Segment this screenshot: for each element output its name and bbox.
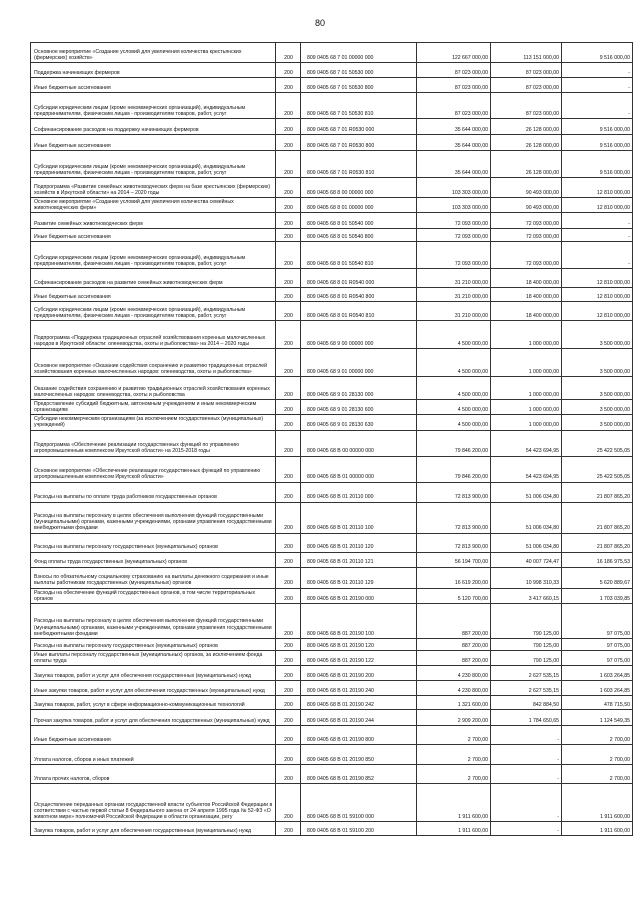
table-row [31, 482, 633, 502]
row-name-cell: Иные бюджетные ассигнования [31, 135, 276, 151]
row-kbk-cell: 809 0405 68 В 01 20110 000 [301, 482, 417, 502]
row-kbk-cell: 809 0405 68 9 00 00000 000 [301, 321, 417, 349]
row-code-cell: 200 [276, 415, 301, 430]
table-row [31, 783, 633, 821]
budget-table [30, 42, 633, 836]
row-executed-cell: 26 128 000,00 [491, 135, 562, 151]
row-name-cell: Уплата прочих налогов, сборов [31, 764, 276, 783]
row-approved-cell: 2 700,00 [417, 764, 491, 783]
row-name-cell: Софинансирование расходов на поддержку начинающих фермеров [31, 119, 276, 135]
row-name-cell: Основное мероприятие «Обеспечение реализации государственных функций по управлению агропромышленным комплексом Иркутской области» [31, 456, 276, 482]
table-row [31, 709, 633, 725]
table-row [31, 269, 633, 288]
row-kbk-cell: 809 0405 68 В 00 00000 000 [301, 430, 417, 456]
table-row [31, 744, 633, 764]
row-executed-cell: 18 400 000,00 [491, 269, 562, 288]
row-code-cell: 200 [276, 603, 301, 638]
row-remainder-cell: 12 810 000,00 [562, 198, 633, 213]
row-remainder-cell: - [562, 242, 633, 269]
table-row [31, 552, 633, 567]
row-kbk-cell: 809 0405 68 7 01 00000 000 [301, 43, 417, 63]
row-remainder-cell: 9 516 000,00 [562, 43, 633, 63]
row-approved-cell: 4 230 800,00 [417, 665, 491, 680]
row-code-cell: 200 [276, 377, 301, 400]
row-remainder-cell: 2 700,00 [562, 764, 633, 783]
row-kbk-cell: 809 0405 68 В 01 20190 200 [301, 665, 417, 680]
row-name-cell: Расходы на выплаты по оплате труда работников государственных органов [31, 482, 276, 502]
row-executed-cell: 51 006 034,80 [491, 482, 562, 502]
row-code-cell: 200 [276, 482, 301, 502]
row-kbk-cell: 809 0405 68 7 01 50530 000 [301, 63, 417, 78]
row-approved-cell: 79 846 200,00 [417, 456, 491, 482]
table-row [31, 198, 633, 213]
table-row [31, 213, 633, 229]
row-approved-cell: 35 644 000,00 [417, 119, 491, 135]
table-row [31, 63, 633, 78]
row-name-cell: Подпрограмма «Развитие семейных животноводческих ферм на базе крестьянских (фермерских) хозяйств в Иркутской области» на 2014 – 2020 годы [31, 178, 276, 198]
row-remainder-cell: 12 810 000,00 [562, 302, 633, 321]
row-executed-cell: 90 493 000,00 [491, 198, 562, 213]
row-approved-cell: 4 500 000,00 [417, 377, 491, 400]
row-name-cell: Уплата налогов, сборов и иных платежей [31, 744, 276, 764]
row-name-cell: Субсидии юридическим лицам (кроме некоммерческих организаций), индивидуальным предпринимателям, физическим лицам - производителям товаров, работ, услуг [31, 93, 276, 119]
row-name-cell: Развитие семейных животноводческих ферм [31, 213, 276, 229]
row-remainder-cell: 3 500 000,00 [562, 349, 633, 377]
row-remainder-cell: 2 700,00 [562, 725, 633, 744]
row-kbk-cell: 809 0405 68 9 01 28130 630 [301, 415, 417, 430]
row-approved-cell: 72 093 000,00 [417, 229, 491, 242]
row-executed-cell: 87 023 000,00 [491, 63, 562, 78]
row-code-cell: 200 [276, 269, 301, 288]
row-executed-cell: 1 000 000,00 [491, 415, 562, 430]
table-row [31, 680, 633, 695]
row-approved-cell: 72 093 000,00 [417, 242, 491, 269]
table-row [31, 567, 633, 588]
row-remainder-cell: 3 500 000,00 [562, 400, 633, 415]
table-row [31, 665, 633, 680]
row-executed-cell: 1 000 000,00 [491, 400, 562, 415]
row-approved-cell: 2 700,00 [417, 744, 491, 764]
row-name-cell: Основное мероприятие «Создание условий для увеличения количества крестьянских (фермерских) хозяйств» [31, 43, 276, 63]
row-remainder-cell: 97 075,00 [562, 603, 633, 638]
row-approved-cell: 887 200,00 [417, 650, 491, 665]
row-code-cell: 200 [276, 456, 301, 482]
row-approved-cell: 4 230 800,00 [417, 680, 491, 695]
row-code-cell: 200 [276, 119, 301, 135]
row-kbk-cell: 809 0405 68 В 01 59100 000 [301, 783, 417, 821]
row-remainder-cell: 21 807 865,20 [562, 533, 633, 552]
row-remainder-cell: - [562, 63, 633, 78]
table-row [31, 321, 633, 349]
row-executed-cell: 790 125,00 [491, 603, 562, 638]
row-executed-cell: 72 093 000,00 [491, 242, 562, 269]
row-kbk-cell: 809 0405 68 7 01 50530 810 [301, 93, 417, 119]
row-executed-cell: 1 000 000,00 [491, 349, 562, 377]
row-executed-cell: 790 125,00 [491, 650, 562, 665]
row-approved-cell: 2 909 200,00 [417, 709, 491, 725]
row-name-cell: Осуществление переданных органам государственной власти субъектов Российской Федерации в соответствии с частью первой статьи 8 Федерального закона от 24 апреля 1995 года № 52-ФЗ «О животном мире» полномочий Российской Федерации в области организации, регу [31, 783, 276, 821]
row-remainder-cell: 9 516 000,00 [562, 119, 633, 135]
row-approved-cell: 72 093 000,00 [417, 213, 491, 229]
row-remainder-cell: 9 516 000,00 [562, 151, 633, 178]
row-kbk-cell: 809 0405 68 В 01 20110 129 [301, 567, 417, 588]
row-code-cell: 200 [276, 242, 301, 269]
row-name-cell: Подпрограмма «Поддержка традиционных отраслей хозяйствования коренных малочисленных народов в Иркутской области: оленеводства, охоты и рыболовства» на 2014 – 2020 годы [31, 321, 276, 349]
row-name-cell: Расходы на выплаты персоналу в целях обеспечения выполнения функций государственными (муниципальными) органами, казенными учреждениями, органами управления государственными внебюджетными фондами [31, 603, 276, 638]
row-approved-cell: 887 200,00 [417, 603, 491, 638]
row-code-cell: 200 [276, 588, 301, 603]
table-row [31, 533, 633, 552]
table-row [31, 135, 633, 151]
table-row [31, 588, 633, 603]
row-approved-cell: 1 911 600,00 [417, 821, 491, 835]
table-row [31, 456, 633, 482]
row-remainder-cell: 1 124 549,35 [562, 709, 633, 725]
row-code-cell: 200 [276, 78, 301, 93]
row-executed-cell: 113 151 000,00 [491, 43, 562, 63]
row-approved-cell: 31 210 000,00 [417, 288, 491, 302]
row-kbk-cell: 809 0405 68 В 01 20190 000 [301, 588, 417, 603]
row-kbk-cell: 809 0405 68 7 01 R0530 810 [301, 151, 417, 178]
row-executed-cell: 90 493 000,00 [491, 178, 562, 198]
row-code-cell: 200 [276, 229, 301, 242]
row-remainder-cell: 1 603 264,85 [562, 680, 633, 695]
row-executed-cell: 2 627 535,15 [491, 680, 562, 695]
row-remainder-cell: 3 500 000,00 [562, 415, 633, 430]
row-code-cell: 200 [276, 650, 301, 665]
row-approved-cell: 4 500 000,00 [417, 349, 491, 377]
table-row [31, 151, 633, 178]
row-name-cell: Предоставление субсидий бюджетным, автономным учреждениям и иным некоммерческим организациям [31, 400, 276, 415]
row-kbk-cell: 809 0405 68 В 01 20110 120 [301, 533, 417, 552]
row-name-cell: Расходы на выплаты персоналу государственных (муниципальных) органов [31, 533, 276, 552]
row-code-cell: 200 [276, 430, 301, 456]
row-remainder-cell: 97 075,00 [562, 638, 633, 650]
row-name-cell: Субсидии некоммерческим организациям (за исключением государственных (муниципальных) учреждений) [31, 415, 276, 430]
table-row [31, 650, 633, 665]
row-approved-cell: 79 846 200,00 [417, 430, 491, 456]
row-code-cell: 200 [276, 349, 301, 377]
row-name-cell: Подпрограмма «Обеспечение реализации государственных функций по управлению агропромышленным комплексом Иркутской области» на 2015-2018 годы [31, 430, 276, 456]
row-name-cell: Закупка товаров, работ и услуг для обеспечения государственных (муниципальных) нужд [31, 821, 276, 835]
table-row [31, 119, 633, 135]
row-remainder-cell: 1 703 039,85 [562, 588, 633, 603]
row-code-cell: 200 [276, 744, 301, 764]
row-remainder-cell: 3 500 000,00 [562, 321, 633, 349]
row-code-cell: 200 [276, 821, 301, 835]
row-approved-cell: 1 321 600,00 [417, 695, 491, 709]
row-remainder-cell: - [562, 78, 633, 93]
row-approved-cell: 31 210 000,00 [417, 302, 491, 321]
row-kbk-cell: 809 0405 68 В 01 20190 120 [301, 638, 417, 650]
table-row [31, 400, 633, 415]
table-row [31, 302, 633, 321]
row-executed-cell: 18 400 000,00 [491, 302, 562, 321]
row-approved-cell: 35 644 000,00 [417, 135, 491, 151]
row-kbk-cell: 809 0405 68 8 01 R0540 000 [301, 269, 417, 288]
row-approved-cell: 4 500 000,00 [417, 415, 491, 430]
row-kbk-cell: 809 0405 68 9 01 28130 600 [301, 400, 417, 415]
row-kbk-cell: 809 0405 68 В 01 59100 200 [301, 821, 417, 835]
row-remainder-cell: 16 186 975,53 [562, 552, 633, 567]
row-kbk-cell: 809 0405 68 В 01 00000 000 [301, 456, 417, 482]
row-approved-cell: 72 813 900,00 [417, 533, 491, 552]
row-kbk-cell: 809 0405 68 8 01 R0540 800 [301, 288, 417, 302]
row-code-cell: 200 [276, 567, 301, 588]
row-remainder-cell: 1 911 600,00 [562, 783, 633, 821]
row-remainder-cell: 12 810 000,00 [562, 269, 633, 288]
row-approved-cell: 31 210 000,00 [417, 269, 491, 288]
row-code-cell: 200 [276, 638, 301, 650]
row-name-cell: Оказание содействия сохранению и развитию традиционных отраслей хозяйствования коренных малочисленных народов: оленеводства, охоты и рыболовства [31, 377, 276, 400]
table-row [31, 288, 633, 302]
row-code-cell: 200 [276, 302, 301, 321]
row-remainder-cell: 21 807 865,20 [562, 502, 633, 533]
table-row [31, 242, 633, 269]
row-name-cell: Субсидии юридическим лицам (кроме некоммерческих организаций), индивидуальным предпринимателям, физическим лицам - производителям товаров, работ, услуг [31, 151, 276, 178]
row-approved-cell: 103 303 000,00 [417, 198, 491, 213]
row-approved-cell: 72 813 900,00 [417, 502, 491, 533]
row-executed-cell: 26 128 000,00 [491, 119, 562, 135]
row-kbk-cell: 809 0405 68 8 01 00000 000 [301, 198, 417, 213]
table-row [31, 43, 633, 63]
row-name-cell: Иные бюджетные ассигнования [31, 288, 276, 302]
table-row [31, 229, 633, 242]
row-executed-cell: 54 423 694,95 [491, 456, 562, 482]
row-kbk-cell: 809 0405 68 8 00 00000 000 [301, 178, 417, 198]
row-approved-cell: 887 200,00 [417, 638, 491, 650]
row-code-cell: 200 [276, 695, 301, 709]
row-code-cell: 200 [276, 783, 301, 821]
row-code-cell: 200 [276, 135, 301, 151]
row-remainder-cell: 12 810 000,00 [562, 288, 633, 302]
row-remainder-cell: 5 620 889,67 [562, 567, 633, 588]
row-name-cell: Иные бюджетные ассигнования [31, 725, 276, 744]
table-row [31, 603, 633, 638]
row-kbk-cell: 809 0405 68 8 01 50540 810 [301, 242, 417, 269]
row-kbk-cell: 809 0405 68 В 01 20190 852 [301, 764, 417, 783]
row-executed-cell: 1 000 000,00 [491, 321, 562, 349]
row-kbk-cell: 809 0405 68 9 01 00000 000 [301, 349, 417, 377]
row-approved-cell: 2 700,00 [417, 725, 491, 744]
row-approved-cell: 103 303 000,00 [417, 178, 491, 198]
row-kbk-cell: 809 0405 68 В 01 20110 121 [301, 552, 417, 567]
row-name-cell: Прочая закупка товаров, работ и услуг для обеспечения государственных (муниципальных) нужд [31, 709, 276, 725]
row-code-cell: 200 [276, 725, 301, 744]
row-executed-cell: 1 000 000,00 [491, 377, 562, 400]
table-row [31, 502, 633, 533]
table-row [31, 695, 633, 709]
row-name-cell: Софинансирование расходов на развитие семейных животноводческих ферм [31, 269, 276, 288]
row-code-cell: 200 [276, 43, 301, 63]
row-executed-cell: 40 007 724,47 [491, 552, 562, 567]
row-kbk-cell: 809 0405 68 9 01 28130 000 [301, 377, 417, 400]
row-kbk-cell: 809 0405 68 В 01 20110 100 [301, 502, 417, 533]
row-executed-cell: 1 784 650,65 [491, 709, 562, 725]
row-executed-cell: - [491, 764, 562, 783]
row-code-cell: 200 [276, 213, 301, 229]
table-row [31, 764, 633, 783]
row-executed-cell: - [491, 725, 562, 744]
row-name-cell: Субсидии юридическим лицам (кроме некоммерческих организаций), индивидуальным предпринимателям, физическим лицам - производителям товаров, работ, услуг [31, 302, 276, 321]
row-remainder-cell: 21 807 865,20 [562, 482, 633, 502]
row-kbk-cell: 809 0405 68 В 01 20190 100 [301, 603, 417, 638]
row-kbk-cell: 809 0405 68 В 01 20190 244 [301, 709, 417, 725]
row-executed-cell: 842 884,50 [491, 695, 562, 709]
row-approved-cell: 87 023 000,00 [417, 63, 491, 78]
row-kbk-cell: 809 0405 68 7 01 R0530 000 [301, 119, 417, 135]
row-name-cell: Основное мероприятие «Оказание содействия сохранению и развитию традиционных отраслей хозяйствования коренных малочисленных народов: оленеводства, охоты и рыболовства» [31, 349, 276, 377]
table-row [31, 349, 633, 377]
row-kbk-cell: 809 0405 68 В 01 20190 242 [301, 695, 417, 709]
table-row [31, 93, 633, 119]
row-name-cell: Иные бюджетные ассигнования [31, 78, 276, 93]
row-code-cell: 200 [276, 178, 301, 198]
row-name-cell: Расходы на обеспечение функций государственных органов, в том числе территориальных органов [31, 588, 276, 603]
row-remainder-cell: 3 500 000,00 [562, 377, 633, 400]
table-row [31, 638, 633, 650]
row-executed-cell: 51 006 034,80 [491, 502, 562, 533]
row-kbk-cell: 809 0405 68 8 01 R0540 810 [301, 302, 417, 321]
row-approved-cell: 122 667 000,00 [417, 43, 491, 63]
row-remainder-cell: 1 603 264,85 [562, 665, 633, 680]
row-name-cell: Поддержка начинающих фермеров [31, 63, 276, 78]
row-name-cell: Фонд оплаты труда государственных (муниципальных) органов [31, 552, 276, 567]
row-code-cell: 200 [276, 151, 301, 178]
row-executed-cell: 3 417 660,15 [491, 588, 562, 603]
table-row [31, 377, 633, 400]
row-name-cell: Расходы на выплаты персоналу государственных (муниципальных) органов [31, 638, 276, 650]
row-approved-cell: 72 813 900,00 [417, 482, 491, 502]
row-name-cell: Иные выплаты персоналу государственных (муниципальных) органов, за исключением фонда оплаты труда [31, 650, 276, 665]
row-code-cell: 200 [276, 400, 301, 415]
row-kbk-cell: 809 0405 68 В 01 20190 850 [301, 744, 417, 764]
row-name-cell: Субсидии юридическим лицам (кроме некоммерческих организаций), индивидуальным предпринимателям, физическим лицам - производителям товаров, работ, услуг [31, 242, 276, 269]
table-row [31, 821, 633, 835]
row-executed-cell: 72 093 000,00 [491, 229, 562, 242]
row-executed-cell: 87 023 000,00 [491, 78, 562, 93]
row-name-cell: Иные закупки товаров, работ и услуг для обеспечения государственных (муниципальных) нужд [31, 680, 276, 695]
table-row [31, 178, 633, 198]
row-code-cell: 200 [276, 764, 301, 783]
table-row [31, 430, 633, 456]
budget-table-body [31, 43, 633, 836]
row-executed-cell: 2 627 535,15 [491, 665, 562, 680]
row-remainder-cell: - [562, 213, 633, 229]
table-row [31, 78, 633, 93]
row-name-cell: Взносы по обязательному социальному страхованию на выплаты денежного содержания и иные выплаты работникам государственных (муниципальных) органов [31, 567, 276, 588]
row-executed-cell: - [491, 821, 562, 835]
row-remainder-cell: - [562, 229, 633, 242]
row-executed-cell: - [491, 783, 562, 821]
page-number: 80 [314, 18, 325, 28]
row-name-cell: Расходы на выплаты персоналу в целях обеспечения выполнения функций государственными (муниципальными) органами, казенными учреждениями, органами управления государственными внебюджетными фондами [31, 502, 276, 533]
row-executed-cell: 87 023 000,00 [491, 93, 562, 119]
row-kbk-cell: 809 0405 68 8 01 50540 000 [301, 213, 417, 229]
row-code-cell: 200 [276, 198, 301, 213]
row-code-cell: 200 [276, 63, 301, 78]
row-executed-cell: 51 006 034,80 [491, 533, 562, 552]
table-row [31, 415, 633, 430]
row-code-cell: 200 [276, 665, 301, 680]
row-kbk-cell: 809 0405 68 В 01 20190 240 [301, 680, 417, 695]
row-executed-cell: 72 093 000,00 [491, 213, 562, 229]
row-name-cell: Закупка товаров, работ и услуг для обеспечения государственных (муниципальных) нужд [31, 665, 276, 680]
row-remainder-cell: 25 422 505,05 [562, 430, 633, 456]
row-code-cell: 200 [276, 552, 301, 567]
row-remainder-cell: 97 075,00 [562, 650, 633, 665]
row-code-cell: 200 [276, 93, 301, 119]
row-executed-cell: 790 125,00 [491, 638, 562, 650]
row-approved-cell: 4 500 000,00 [417, 400, 491, 415]
row-remainder-cell: 9 516 000,00 [562, 135, 633, 151]
row-approved-cell: 1 911 600,00 [417, 783, 491, 821]
row-executed-cell: 54 423 694,95 [491, 430, 562, 456]
row-approved-cell: 87 023 000,00 [417, 93, 491, 119]
row-code-cell: 200 [276, 680, 301, 695]
row-remainder-cell: 1 911 600,00 [562, 821, 633, 835]
row-approved-cell: 56 194 700,00 [417, 552, 491, 567]
row-kbk-cell: 809 0405 68 7 01 50530 800 [301, 78, 417, 93]
row-approved-cell: 5 120 700,00 [417, 588, 491, 603]
row-code-cell: 200 [276, 709, 301, 725]
row-code-cell: 200 [276, 502, 301, 533]
row-name-cell: Закупка товаров, работ, услуг в сфере информационно-коммуникационных технологий [31, 695, 276, 709]
row-code-cell: 200 [276, 288, 301, 302]
row-name-cell: Иные бюджетные ассигнования [31, 229, 276, 242]
row-code-cell: 200 [276, 321, 301, 349]
row-executed-cell: 26 128 000,00 [491, 151, 562, 178]
row-executed-cell: 18 400 000,00 [491, 288, 562, 302]
row-kbk-cell: 809 0405 68 8 01 50540 800 [301, 229, 417, 242]
table-row [31, 725, 633, 744]
row-executed-cell: - [491, 744, 562, 764]
row-kbk-cell: 809 0405 68 В 01 20190 800 [301, 725, 417, 744]
row-approved-cell: 16 619 200,00 [417, 567, 491, 588]
row-remainder-cell: 12 810 000,00 [562, 178, 633, 198]
row-remainder-cell: 478 715,50 [562, 695, 633, 709]
row-approved-cell: 35 644 000,00 [417, 151, 491, 178]
row-remainder-cell: 25 422 505,05 [562, 456, 633, 482]
row-approved-cell: 87 023 000,00 [417, 78, 491, 93]
row-remainder-cell: - [562, 93, 633, 119]
row-code-cell: 200 [276, 533, 301, 552]
row-approved-cell: 4 500 000,00 [417, 321, 491, 349]
row-kbk-cell: 809 0405 68 В 01 20190 122 [301, 650, 417, 665]
row-remainder-cell: 2 700,00 [562, 744, 633, 764]
row-name-cell: Основное мероприятие «Создание условий для увеличения количества семейных животноводческих ферм» [31, 198, 276, 213]
row-executed-cell: 10 998 310,33 [491, 567, 562, 588]
row-kbk-cell: 809 0405 68 7 01 R0530 800 [301, 135, 417, 151]
